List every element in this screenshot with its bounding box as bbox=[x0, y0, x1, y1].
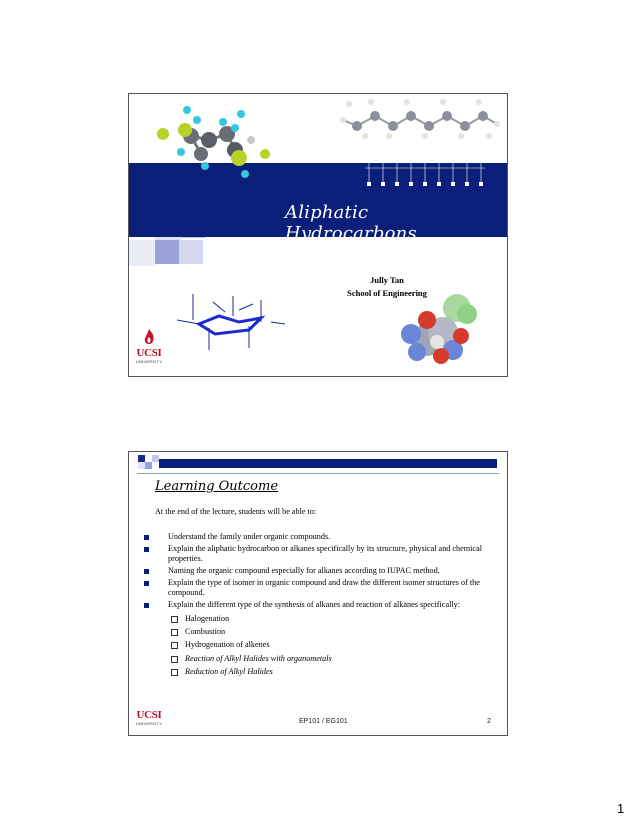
learning-outcome-slide bbox=[128, 451, 508, 736]
logo-subtitle: UNIVERSITY bbox=[135, 721, 162, 726]
list-item: Naming the organic compound especially for alkanes according to IUPAC method. bbox=[141, 566, 491, 577]
square-bullet-icon bbox=[144, 535, 149, 540]
space-filling-molecule-image bbox=[397, 290, 485, 366]
deco-square bbox=[179, 240, 203, 264]
title-slide bbox=[128, 93, 508, 377]
deco-square bbox=[145, 462, 152, 469]
cyclohexane-chair-image bbox=[173, 290, 287, 352]
deco-square bbox=[152, 455, 159, 462]
intro-text: At the end of the lecture, students will be able to: bbox=[155, 507, 317, 516]
deco-square bbox=[138, 462, 145, 469]
course-code: EP101 / EG101 bbox=[299, 718, 348, 725]
list-item: Understand the family under organic compounds. bbox=[141, 532, 491, 543]
alkane-chain-molecule-image bbox=[335, 96, 503, 140]
square-bullet-icon bbox=[144, 547, 149, 552]
sub-list-item: Reaction of Alkyl Halides with organometals bbox=[141, 652, 491, 665]
logo-wordmark: UCSI bbox=[136, 709, 162, 721]
list-item: Explain the aliphatic hydrocarbon or alkanes specifically by its structure, physical and chemical properties. bbox=[141, 544, 491, 566]
author-school: School of Engineering bbox=[347, 288, 427, 298]
hollow-square-bullet-icon bbox=[171, 669, 178, 676]
sub-list-item: Combustion bbox=[141, 625, 491, 638]
flame-icon bbox=[140, 328, 158, 348]
hollow-square-bullet-icon bbox=[171, 616, 178, 623]
sub-list-item: Halogenation bbox=[141, 612, 491, 625]
list-item: Explain the type of isomer in organic compound and draw the different isomer structures of the compound. bbox=[141, 578, 491, 600]
header-bar bbox=[159, 459, 497, 468]
deco-square bbox=[129, 240, 155, 266]
list-item: Explain the different type of the synthesis of alkanes and reaction of alkanes specifically: bbox=[141, 600, 491, 611]
structural-formula-image bbox=[355, 142, 495, 192]
square-bullet-icon bbox=[144, 569, 149, 574]
slide-title: Learning Outcome bbox=[155, 479, 279, 494]
page-number: 1 bbox=[617, 801, 625, 816]
square-bullet-icon bbox=[144, 603, 149, 608]
sub-list-item: Hydrogenation of alkenes bbox=[141, 638, 491, 651]
sub-list-item: Reduction of Alkyl Halides bbox=[141, 665, 491, 678]
ucsi-logo bbox=[131, 710, 167, 726]
logo-wordmark: UCSI bbox=[136, 347, 162, 359]
hollow-square-bullet-icon bbox=[171, 642, 178, 649]
deco-square bbox=[155, 240, 179, 264]
header-rule bbox=[137, 473, 499, 474]
slide-number: 2 bbox=[487, 718, 491, 725]
logo-subtitle: UNIVERSITY bbox=[135, 359, 162, 364]
halogenated-molecule-image bbox=[151, 100, 281, 180]
hollow-square-bullet-icon bbox=[171, 629, 178, 636]
ucsi-logo bbox=[131, 328, 167, 364]
square-bullet-icon bbox=[144, 581, 149, 586]
author-name: Jully Tan bbox=[370, 275, 404, 285]
slide-title: Aliphatic Hydrocarbons bbox=[285, 202, 417, 244]
deco-square bbox=[138, 455, 145, 462]
outcome-list bbox=[141, 532, 491, 679]
hollow-square-bullet-icon bbox=[171, 656, 178, 663]
